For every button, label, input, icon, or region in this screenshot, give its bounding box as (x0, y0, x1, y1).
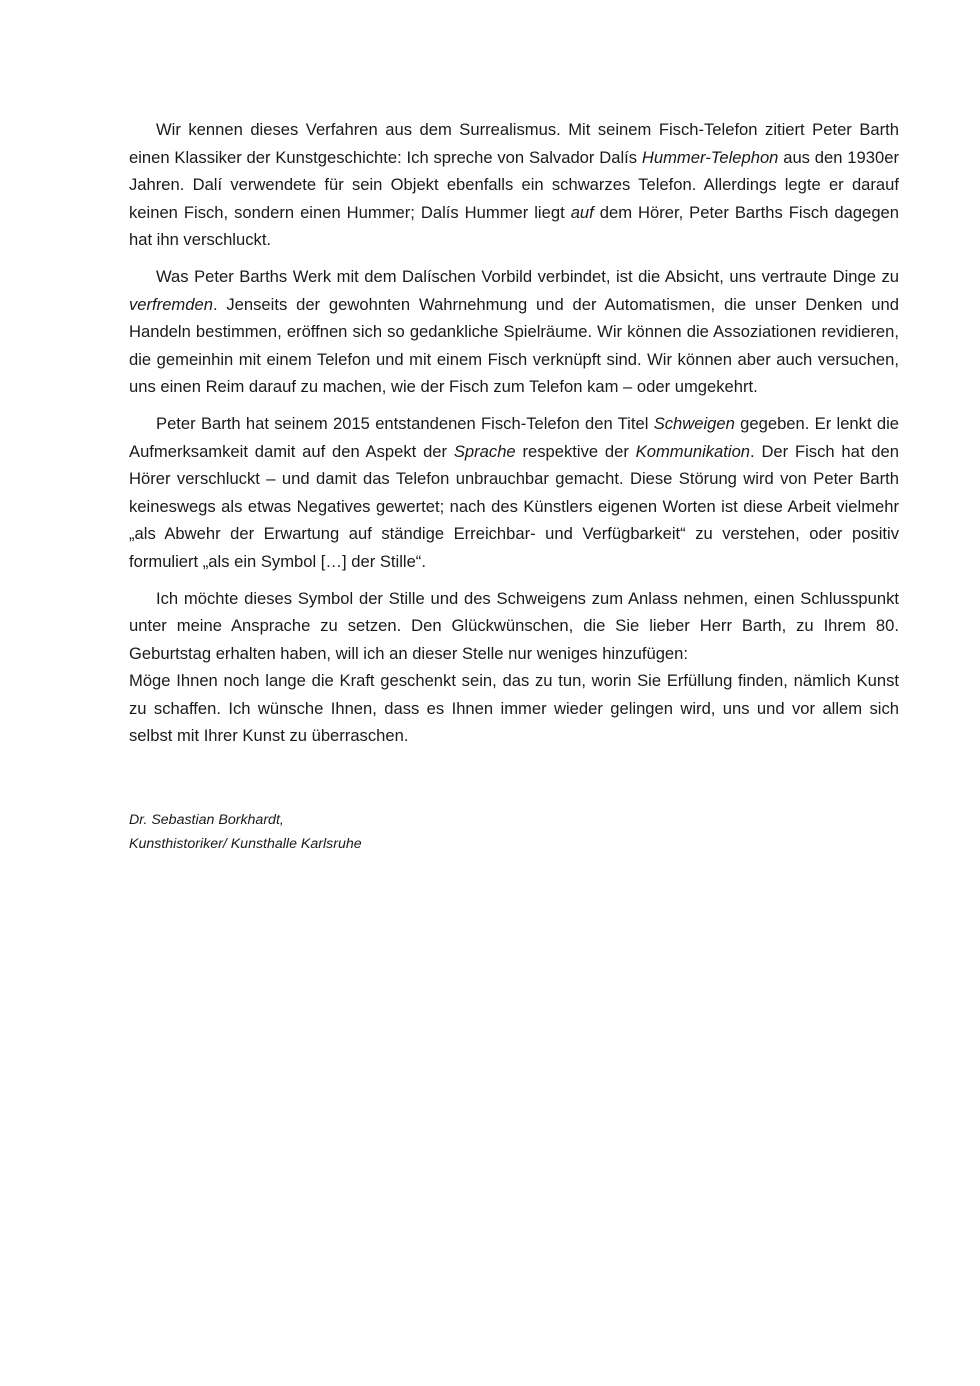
author-name: Dr. Sebastian Borkhardt, (129, 812, 284, 828)
paragraph-3 (129, 410, 899, 576)
text-run: dem Hörer, Peter Barths Fisch dagegen hat ihn verschluckt. (129, 202, 900, 250)
text-run: Was Peter Barths Werk mit dem Dalíschen Vorbild verbindet, ist die Absicht, uns vertraute Dinge zu (156, 266, 899, 286)
text-run: respektive der (515, 441, 636, 461)
text-run: Möge Ihnen noch lange die Kraft geschenkt sein, das zu tun, worin Sie Erfüllung finden, nämlich Kunst zu schaffen. Ich wünsche Ihnen, dass es Ihnen immer wieder gelingen wird, uns und vor allem sich selbst mit Ihrer Kunst zu überraschen. (129, 671, 899, 746)
italic-title: Schweigen (653, 413, 735, 433)
text-run: aus den 1930er Jahren. Dalí verwendete für sein Objekt ebenfalls ein schwarzes Telefon. Allerdings legte er darauf keinen Fisch, sondern einen Hummer; Dalís Hummer liegt (129, 147, 899, 222)
paragraph-2 (129, 263, 899, 401)
text-run: Ich möchte dieses Symbol der Stille und des Schweigens zum Anlass nehmen, einen Schlusspunkt unter meine Ansprache zu setzen. Den Glückwünschen, die Sie lieber Herr Barth, zu Ihrem 80. Geburtstag erhalten haben, will ich an dieser Stelle nur weniges hinzufügen: (129, 588, 899, 663)
paragraph-1 (129, 116, 899, 254)
signature-block (129, 808, 362, 856)
text-run: gegeben. Er lenkt die Aufmerksamkeit damit auf den Aspekt der (129, 413, 899, 461)
author-role: Kunsthistoriker/ Kunsthalle Karlsruhe (129, 836, 362, 852)
paragraph-4 (129, 585, 899, 668)
italic-word: auf (570, 202, 594, 222)
text-run: . Der Fisch hat den Hörer verschluckt – und damit das Telefon unbrauchbar gemacht. Diese Störung wird von Peter Barth keineswegs als etwas Negatives gewertet; nach des Künstlers eigenen Worten ist diese Arbeit vielmehr „als Abwehr der Erwartung auf ständige Erreichbar- und Verfügbarkeit“ zu verstehen, oder positiv formuliert „als ein Symbol […] der Stille“. (129, 441, 899, 571)
italic-title: Hummer-Telephon (641, 147, 779, 167)
italic-word: Kommunikation (635, 441, 751, 461)
text-run: . Jenseits der gewohnten Wahrnehmung und der Automatismen, die unser Denken und Handeln bestimmen, eröffnen sich so gedankliche Spielräume. Wir können die Assoziationen revidieren, die gemeinhin mit einem Telefon und mit einem Fisch verknüpft sind. Wir können aber auch versuchen, uns einen Reim darauf zu machen, wie der Fisch zum Telefon kam – oder umgekehrt. (129, 294, 899, 397)
italic-word: verfremden (129, 294, 213, 314)
text-run: Wir kennen dieses Verfahren aus dem Surrealismus. Mit seinem Fisch-Telefon zitiert Peter Barth einen Klassiker der Kunstgeschichte: Ich spreche von Salvador Dalís (129, 120, 899, 167)
paragraph-5 (129, 667, 899, 750)
body-text (129, 116, 899, 759)
text-run: Peter Barth hat seinem 2015 entstandenen Fisch-Telefon den Titel (156, 413, 654, 433)
italic-word: Sprache (453, 441, 516, 461)
